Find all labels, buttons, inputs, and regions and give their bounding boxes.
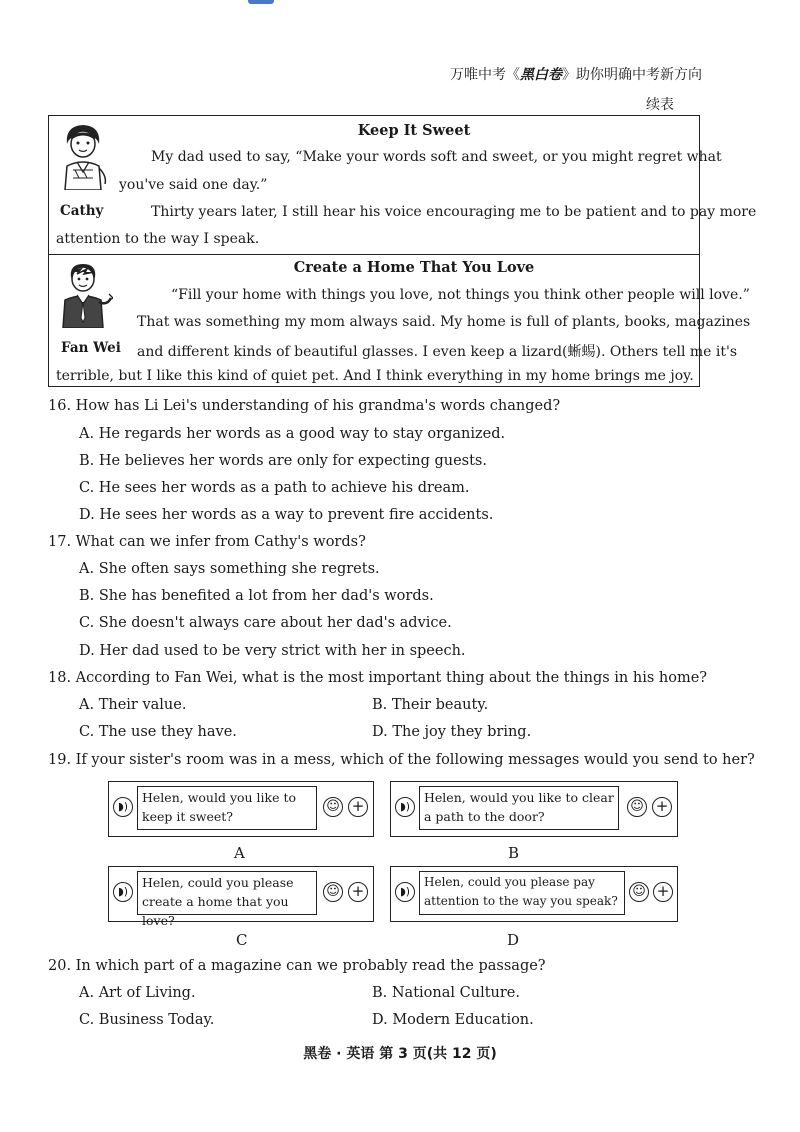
q19-message-box-a: [108, 781, 374, 837]
q19-label-a: A: [234, 844, 245, 862]
q19-message-box-c: [108, 866, 374, 928]
q19-message-box-b: [390, 781, 678, 837]
q18-option-a: A. Their value.: [79, 697, 187, 713]
q18-option-d: D. The joy they bring.: [372, 724, 532, 740]
q19-label-d: D: [507, 931, 520, 949]
sound-icon: ◗): [395, 797, 415, 817]
fanwei-name: Fan Wei: [61, 340, 121, 356]
q17-option-a: A. She often says something she regrets.: [79, 561, 380, 577]
q19-message-text-a: Helen, would you like to keep it sweet?: [137, 786, 317, 830]
plus-icon: +: [348, 797, 368, 817]
q16-option-a: A. He regards her words as a good way to stay organized.: [79, 426, 506, 442]
q18-option-b: B. Their beauty.: [372, 697, 489, 713]
q16-stem: 16. How has Li Lei's understanding of his grandma's words changed?: [48, 398, 561, 414]
cathy-row: [49, 116, 757, 255]
cathy-line-1: My dad used to say, “Make your words soft and sweet, or you might regret what: [151, 149, 722, 165]
q18-option-c: C. The use they have.: [79, 724, 237, 740]
q20-option-b: B. National Culture.: [372, 985, 520, 1001]
plus-icon: +: [348, 882, 368, 902]
q16-option-d: D. He sees her words as a way to prevent fire accidents.: [79, 507, 494, 523]
q19-stem: 19. If your sister's room was in a mess, which of the following messages would you send to her?: [48, 752, 755, 768]
q19-label-c: C: [236, 931, 248, 949]
q19-message-box-d: [390, 866, 678, 922]
sound-icon: ◗): [395, 882, 415, 902]
smiley-icon: ☺: [627, 797, 647, 817]
q16-option-b: B. He believes her words are only for expecting guests.: [79, 453, 487, 469]
q18-stem: 18. According to Fan Wei, what is the most important thing about the things in his home?: [48, 670, 708, 686]
q20-option-d: D. Modern Education.: [372, 1012, 534, 1028]
fanwei-line-2: That was something my mom always said. My home is full of plants, books, magazines: [137, 314, 751, 330]
q16-option-c: C. He sees her words as a path to achieve his dream.: [79, 480, 470, 496]
continued-label: 续表: [646, 97, 674, 113]
cathy-name: Cathy: [60, 203, 104, 219]
fanwei-line-3: and different kinds of beautiful glasses. I even keep a lizard(蜥蜴). Others tell me it's: [137, 344, 738, 360]
cathy-title: Keep It Sweet: [357, 122, 471, 139]
cathy-line-3: Thirty years later, I still hear his voice encouraging me to be patient and to pay more: [151, 204, 757, 220]
top-color-mark: [248, 0, 274, 4]
fanwei-line-4: terrible, but I like this kind of quiet pet. And I think everything in my home brings me joy.: [56, 368, 694, 384]
cathy-line-4: attention to the way I speak.: [56, 231, 260, 247]
q17-stem: 17. What can we infer from Cathy's words?: [48, 534, 366, 550]
q19-message-text-c: Helen, could you please create a home that you love?: [137, 871, 317, 915]
smiley-icon: ☺: [323, 797, 343, 817]
sound-icon: ◗): [113, 797, 133, 817]
plus-icon: +: [653, 882, 673, 902]
q20-stem: 20. In which part of a magazine can we probably read the passage?: [48, 958, 546, 974]
smiley-icon: ☺: [629, 882, 649, 902]
reading-table: [48, 115, 757, 387]
q17-option-c: C. She doesn't always care about her dad's advice.: [79, 615, 452, 631]
fanwei-line-1: “Fill your home with things you love, not things you think other people will love.”: [171, 287, 750, 303]
smiley-icon: ☺: [323, 882, 343, 902]
q19-label-b: B: [508, 844, 520, 862]
header-slogan: 万唯中考《黑白卷》助你明确中考新方向: [450, 67, 702, 83]
q17-option-b: B. She has benefited a lot from her dad's words.: [79, 588, 434, 604]
q19-message-text-b: Helen, would you like to clear a path to the door?: [419, 786, 619, 830]
page-footer: 黑卷 · 英语 第 3 页(共 12 页): [303, 1046, 497, 1062]
fanwei-title: Create a Home That You Love: [293, 259, 535, 276]
q19-message-text-d: Helen, could you please pay attention to the way you speak?: [419, 871, 625, 915]
q20-option-a: A. Art of Living.: [79, 985, 196, 1001]
cathy-line-2: you've said one day.”: [119, 177, 268, 193]
q17-option-d: D. Her dad used to be very strict with her in speech.: [79, 643, 466, 659]
plus-icon: +: [652, 797, 672, 817]
fanwei-row: [49, 254, 751, 386]
q20-option-c: C. Business Today.: [79, 1012, 215, 1028]
sound-icon: ◗): [113, 882, 133, 902]
